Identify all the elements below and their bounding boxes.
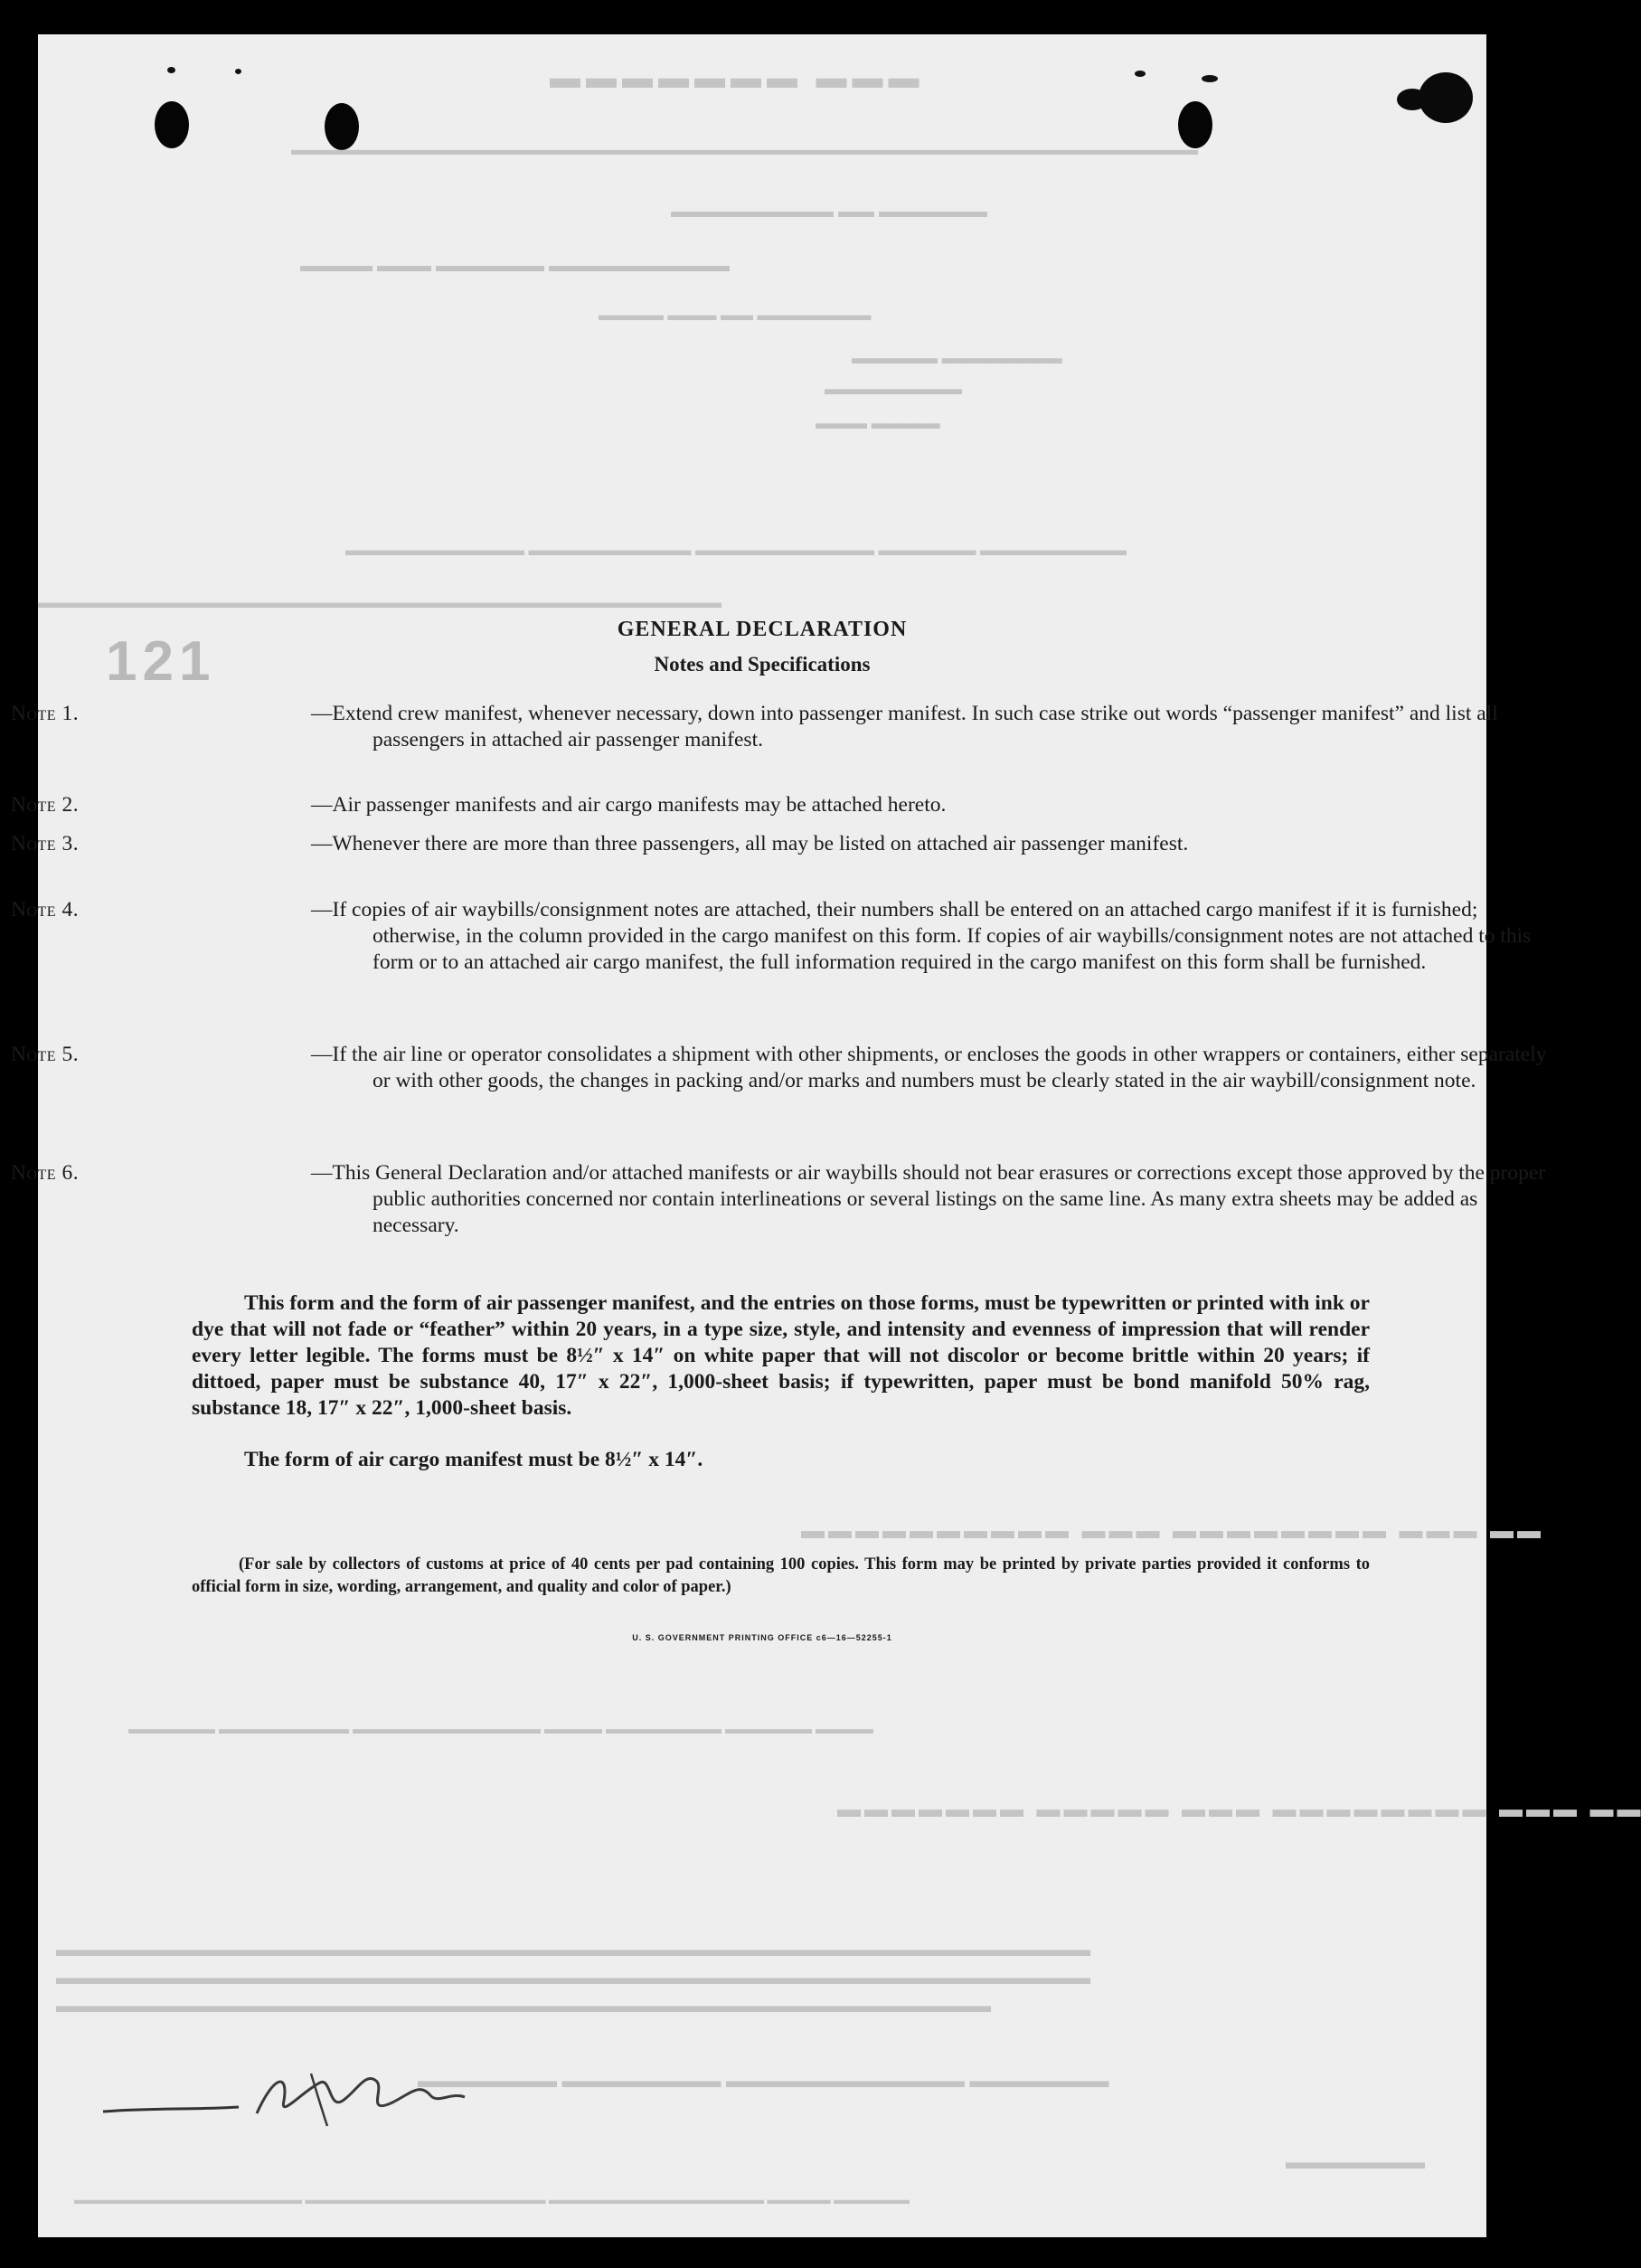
note-label: Note 2. (11, 793, 80, 817)
note-3 (11, 831, 1551, 857)
note-label: Note 3. (11, 832, 80, 855)
note-label: Note 4. (11, 898, 80, 921)
document-page (11, 34, 1641, 2237)
printer-line: U. S. GOVERNMENT PRINTING OFFICE c6—16—52255-1 (632, 1633, 892, 1642)
form-paragraph: This form and the form of air passenger manifest, and the entries on those forms, must be typewritten or printed with ink or dye that will not fade or “feather” within 20 years, in a type size, style, and intensity and evenness of impression that will render every letter legible. The forms must be 8½″ x 14″ on white paper that will not discolor or become brittle within 20 years; if dittoed, paper must be substance 40, 17″ x 22″, 1,000-sheet basis; if typewritten, paper must be bond manifold 50% rag, substance 18, 17″ x 22″, 1,000-sheet basis. (192, 1291, 1370, 1420)
stamp-number: 121 (106, 630, 216, 693)
bleed-through-layer: ▬▬▬ ▬▬▬▬▬▬▬ ▬▬▬▬▬▬▬▬▬▬▬▬▬▬▬▬▬▬▬▬▬▬▬▬▬▬▬▬▬▬▬▬▬▬▬▬▬▬▬▬▬▬▬▬▬▬▬▬▬▬▬▬▬▬▬▬▬▬▬ ▬▬▬▬▬▬ ▬▬ ▬▬▬▬▬▬▬▬▬ ▬▬▬▬▬▬▬▬▬▬ ▬▬▬▬▬▬ ▬▬▬ ▬▬▬▬ ▬▬▬▬▬▬▬ ▬▬ ▬▬▬ ▬▬▬▬ ▬▬▬▬▬▬▬ ▬▬▬▬▬ ▬▬▬▬▬▬▬▬ ▬▬▬▬ ▬▬▬ ▬▬▬▬▬▬▬▬▬ ▬▬▬▬▬▬ ▬▬▬▬▬▬▬▬▬▬▬ ▬▬▬▬▬▬▬▬▬▬ ▬▬▬▬▬▬▬▬▬▬▬ ▬▬▬▬▬▬▬▬▬▬▬▬▬▬▬▬▬▬▬▬▬▬▬▬▬▬▬▬▬▬▬▬▬▬▬▬▬▬▬▬▬▬ ▬▬ ▬▬▬ ▬▬▬▬▬▬▬▬ ▬▬▬ ▬▬▬▬▬▬▬▬▬▬ ▬▬ ▬▬▬ ▬▬▬▬▬▬▬▬ ▬▬▬ ▬▬▬▬▬ ▬▬▬▬▬▬▬ ▬▬▬▬ ▬▬▬▬▬▬ ▬▬▬▬▬▬▬▬ ▬▬▬▬ ▬▬▬▬▬▬▬▬▬▬▬▬▬ ▬▬▬▬▬▬▬▬▬ ▬▬▬▬▬▬ ▬▬▬▬▬▬▬▬▬▬▬▬▬▬▬▬▬▬▬▬▬▬▬▬▬▬▬▬▬▬▬▬▬▬▬▬▬▬▬▬▬▬▬▬▬▬▬▬▬▬▬▬ ▬▬▬▬▬▬▬▬▬▬▬▬▬▬▬▬▬▬▬▬▬▬▬▬▬▬▬▬▬▬▬▬▬▬▬▬▬▬▬▬▬▬▬▬▬▬▬▬▬▬▬▬ ▬▬▬▬▬▬▬▬▬▬▬▬▬▬▬▬▬▬▬▬▬▬▬▬▬▬▬▬▬▬▬▬▬▬▬▬▬▬▬▬▬▬▬▬▬▬▬ ▬▬▬▬▬▬▬ ▬▬▬▬▬▬▬▬▬▬▬▬ ▬▬▬▬▬▬▬▬ ▬▬▬▬▬▬▬ ▬▬▬▬▬▬▬ ▬▬▬▬▬▬ ▬▬▬▬▬ ▬▬▬▬▬▬▬▬▬▬▬▬▬▬▬▬▬ ▬▬▬▬▬▬▬▬▬▬▬▬▬▬▬▬▬▬▬ ▬▬▬▬▬▬▬▬▬▬▬▬▬▬▬▬▬▬ (38, 61, 1641, 2207)
note-label: Note 6. (11, 1161, 80, 1185)
note-label: Note 5. (11, 1043, 80, 1066)
note-label: Note 1. (11, 702, 80, 725)
note-5 (11, 1042, 1551, 1094)
handwritten-signature (94, 2055, 564, 2137)
note-text: —If the air line or operator consolidates a shipment with other shipments, or encloses the goods in other wrappers or containers, either separately or with other goods, the changes in packing and/or marks and numbers must be clearly stated in the air waybill/consignment note. (311, 1043, 1547, 1092)
note-2 (11, 792, 1551, 818)
page-title: GENERAL DECLARATION (617, 618, 908, 641)
note-text: —This General Declaration and/or attached manifests or air waybills should not bear erasures or corrections except those approved by the proper public authorities concerned nor contain interlineations or several listings on the same line. As many extra sheets may be added as necessary. (311, 1161, 1546, 1237)
sale-note: (For sale by collectors of customs at price of 40 cents per pad containing 100 copies. This form may be printed by private parties provided it conforms to official form in size, wording, arrangement, and quality and color of paper.) (192, 1555, 1370, 1596)
note-text: —Air passenger manifests and air cargo manifests may be attached hereto. (311, 793, 947, 817)
page-subtitle: Notes and Specifications (654, 653, 871, 676)
note-4 (11, 897, 1551, 976)
cargo-paragraph: The form of air cargo manifest must be 8½″ x 14″. (244, 1448, 703, 1471)
note-text: —If copies of air waybills/consignment notes are attached, their numbers shall be entered on an attached cargo manifest if it is furnished; otherwise, in the column provided in the cargo manifest on this form. If copies of air waybills/consignment notes are not attached to this form or to an attached air cargo manifest, the full information required in the cargo manifest on this form shall be furnished. (311, 898, 1532, 974)
note-6 (11, 1160, 1551, 1239)
note-1 (11, 701, 1551, 753)
note-text: —Extend crew manifest, whenever necessary, down into passenger manifest. In such case strike out words “passenger manifest” and list all passengers in attached air passenger manifest. (311, 702, 1498, 751)
note-text: —Whenever there are more than three passengers, all may be listed on attached air passenger manifest. (311, 832, 1189, 855)
